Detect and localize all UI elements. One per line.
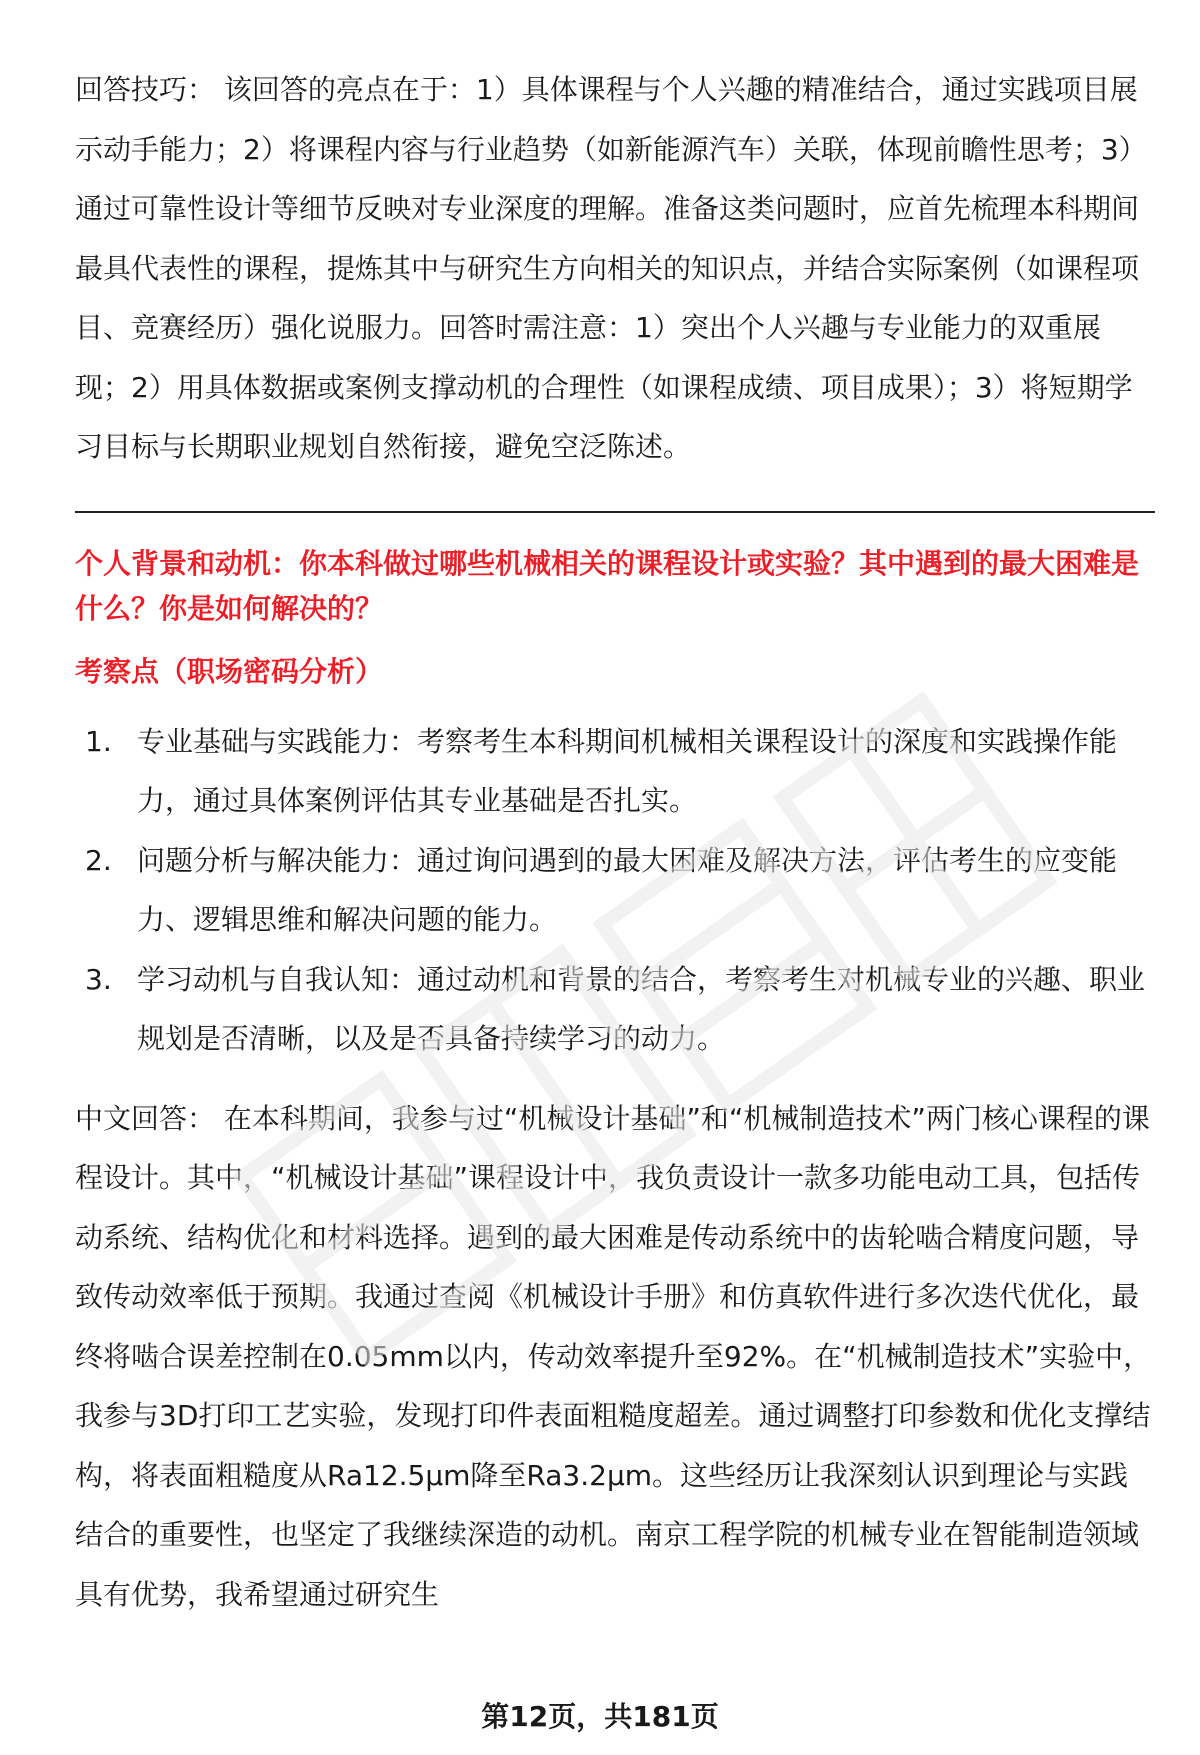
answer-tip-paragraph: 回答技巧： 该回答的亮点在于：1）具体课程与个人兴趣的精准结合，通过实践项目展示动手能力；2）将课程内容与行业趋势（如新能源汽车）关联，体现前瞻性思考；3）通过可靠性设计等细节反映对专业深度的理解。准备这类问题时，应首先梳理本科期间最具代表性的课程，提炼其中与研究生方向相关的知识点，并结合实际案例（如课程项目、竞赛经历）强化说服力。回答时需注意：1）突出个人兴趣与专业能力的双重展现；2）用具体数据或案例支撑动机的合理性（如课程成绩、项目成果）；3）将短期学习目标与长期职业规划自然衔接，避免空泛陈述。	[75, 73, 1147, 463]
document-page	[75, 60, 1155, 1624]
list-item	[75, 950, 1155, 1069]
list-item-number: 2.	[85, 843, 112, 877]
exam-points-title: 考察点（职场密码分析）	[75, 654, 384, 688]
chinese-answer-paragraph: 中文回答： 在本科期间，我参与过“机械设计基础”和“机械制造技术”两门核心课程的课程设计。其中，“机械设计基础”课程设计中，我负责设计一款多功能电动工具，包括传动系统、结构优化和材料选择。遇到的最大困难是传动系统中的齿轮啮合精度问题，导致传动效率低于预期。我通过查阅《机械设计手册》和仿真软件进行多次迭代优化，最终将啮合误差控制在0.05mm以内，传动效率提升至92%。在“机械制造技术”实验中，我参与3D打印工艺实验，发现打印件表面粗糙度超差。通过调整打印参数和优化支撑结构，将表面粗糙度从Ra12.5μm降至Ra3.2μm。这些经历让我深刻认识到理论与实践结合的重要性，也坚定了我继续深造的动机。南京工程学院的机械专业在智能制造领域具有优势，我希望通过研究生	[75, 1101, 1152, 1611]
list-item-number: 3.	[85, 962, 112, 996]
interview-question: 个人背景和动机：你本科做过哪些机械相关的课程设计或实验？其中遇到的最大困难是什么？你是如何解决的？	[75, 546, 1140, 625]
page-number-footer: 第12页，共181页	[481, 1700, 719, 1733]
list-item-text: 专业基础与实践能力：考察考生本科期间机械相关课程设计的深度和实践操作能力，通过具体案例评估其专业基础是否扎实。	[137, 724, 1118, 817]
exam-points-list	[75, 712, 1155, 1069]
list-item-text: 学习动机与自我认知：通过动机和背景的结合，考察考生对机械专业的兴趣、职业规划是否清晰，以及是否具备持续学习的动力。	[137, 962, 1146, 1055]
list-item-number: 1.	[85, 724, 112, 758]
list-item	[75, 712, 1155, 831]
list-item-text: 问题分析与解决能力：通过询问遇到的最大困难及解决方法，评估考生的应变能力、逻辑思维和解决问题的能力。	[137, 843, 1118, 936]
section-divider	[75, 511, 1155, 513]
list-item	[75, 831, 1155, 950]
